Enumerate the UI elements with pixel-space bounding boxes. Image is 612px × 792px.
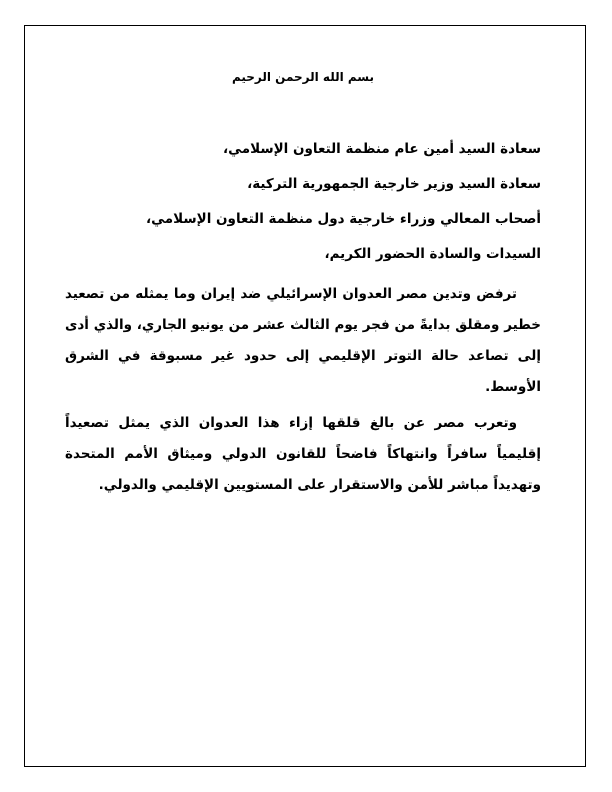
body-paragraph: ترفض وتدين مصر العدوان الإسرائيلي ضد إيران وما يمثله من تصعيد خطير ومقلق بدايةً من فجر يوم الثالث عشر من يونيو الجاري، والذي أدى إلى تصاعد حالة التوتر الإقليمي إلى حدود غير مسبوقة في الشرق الأوسط. xyxy=(65,286,541,395)
salutation-line: أصحاب المعالي وزراء خارجية دول منظمة التعاون الإسلامي، xyxy=(145,211,541,227)
body-paragraph: وتعرب مصر عن بالغ قلقها إزاء هذا العدوان الذي يمثل تصعيداً إقليمياً سافراً وانتهاكاً فاضحاً للقانون الدولي وميثاق الأمم المتحدة وتهديداً مباشر للأمن والاستقرار على المستويين الإقليمي والدولي. xyxy=(65,415,541,493)
document-body xyxy=(65,70,541,506)
salutation-line: سعادة السيد أمين عام منظمة التعاون الإسلامي، xyxy=(222,141,541,157)
salutation-line: سعادة السيد وزير خارجية الجمهورية التركية، xyxy=(247,176,541,192)
salutation-line: السيدات والسادة الحضور الكريم، xyxy=(324,246,541,262)
basmala-heading: بسم الله الرحمن الرحيم xyxy=(231,70,375,84)
